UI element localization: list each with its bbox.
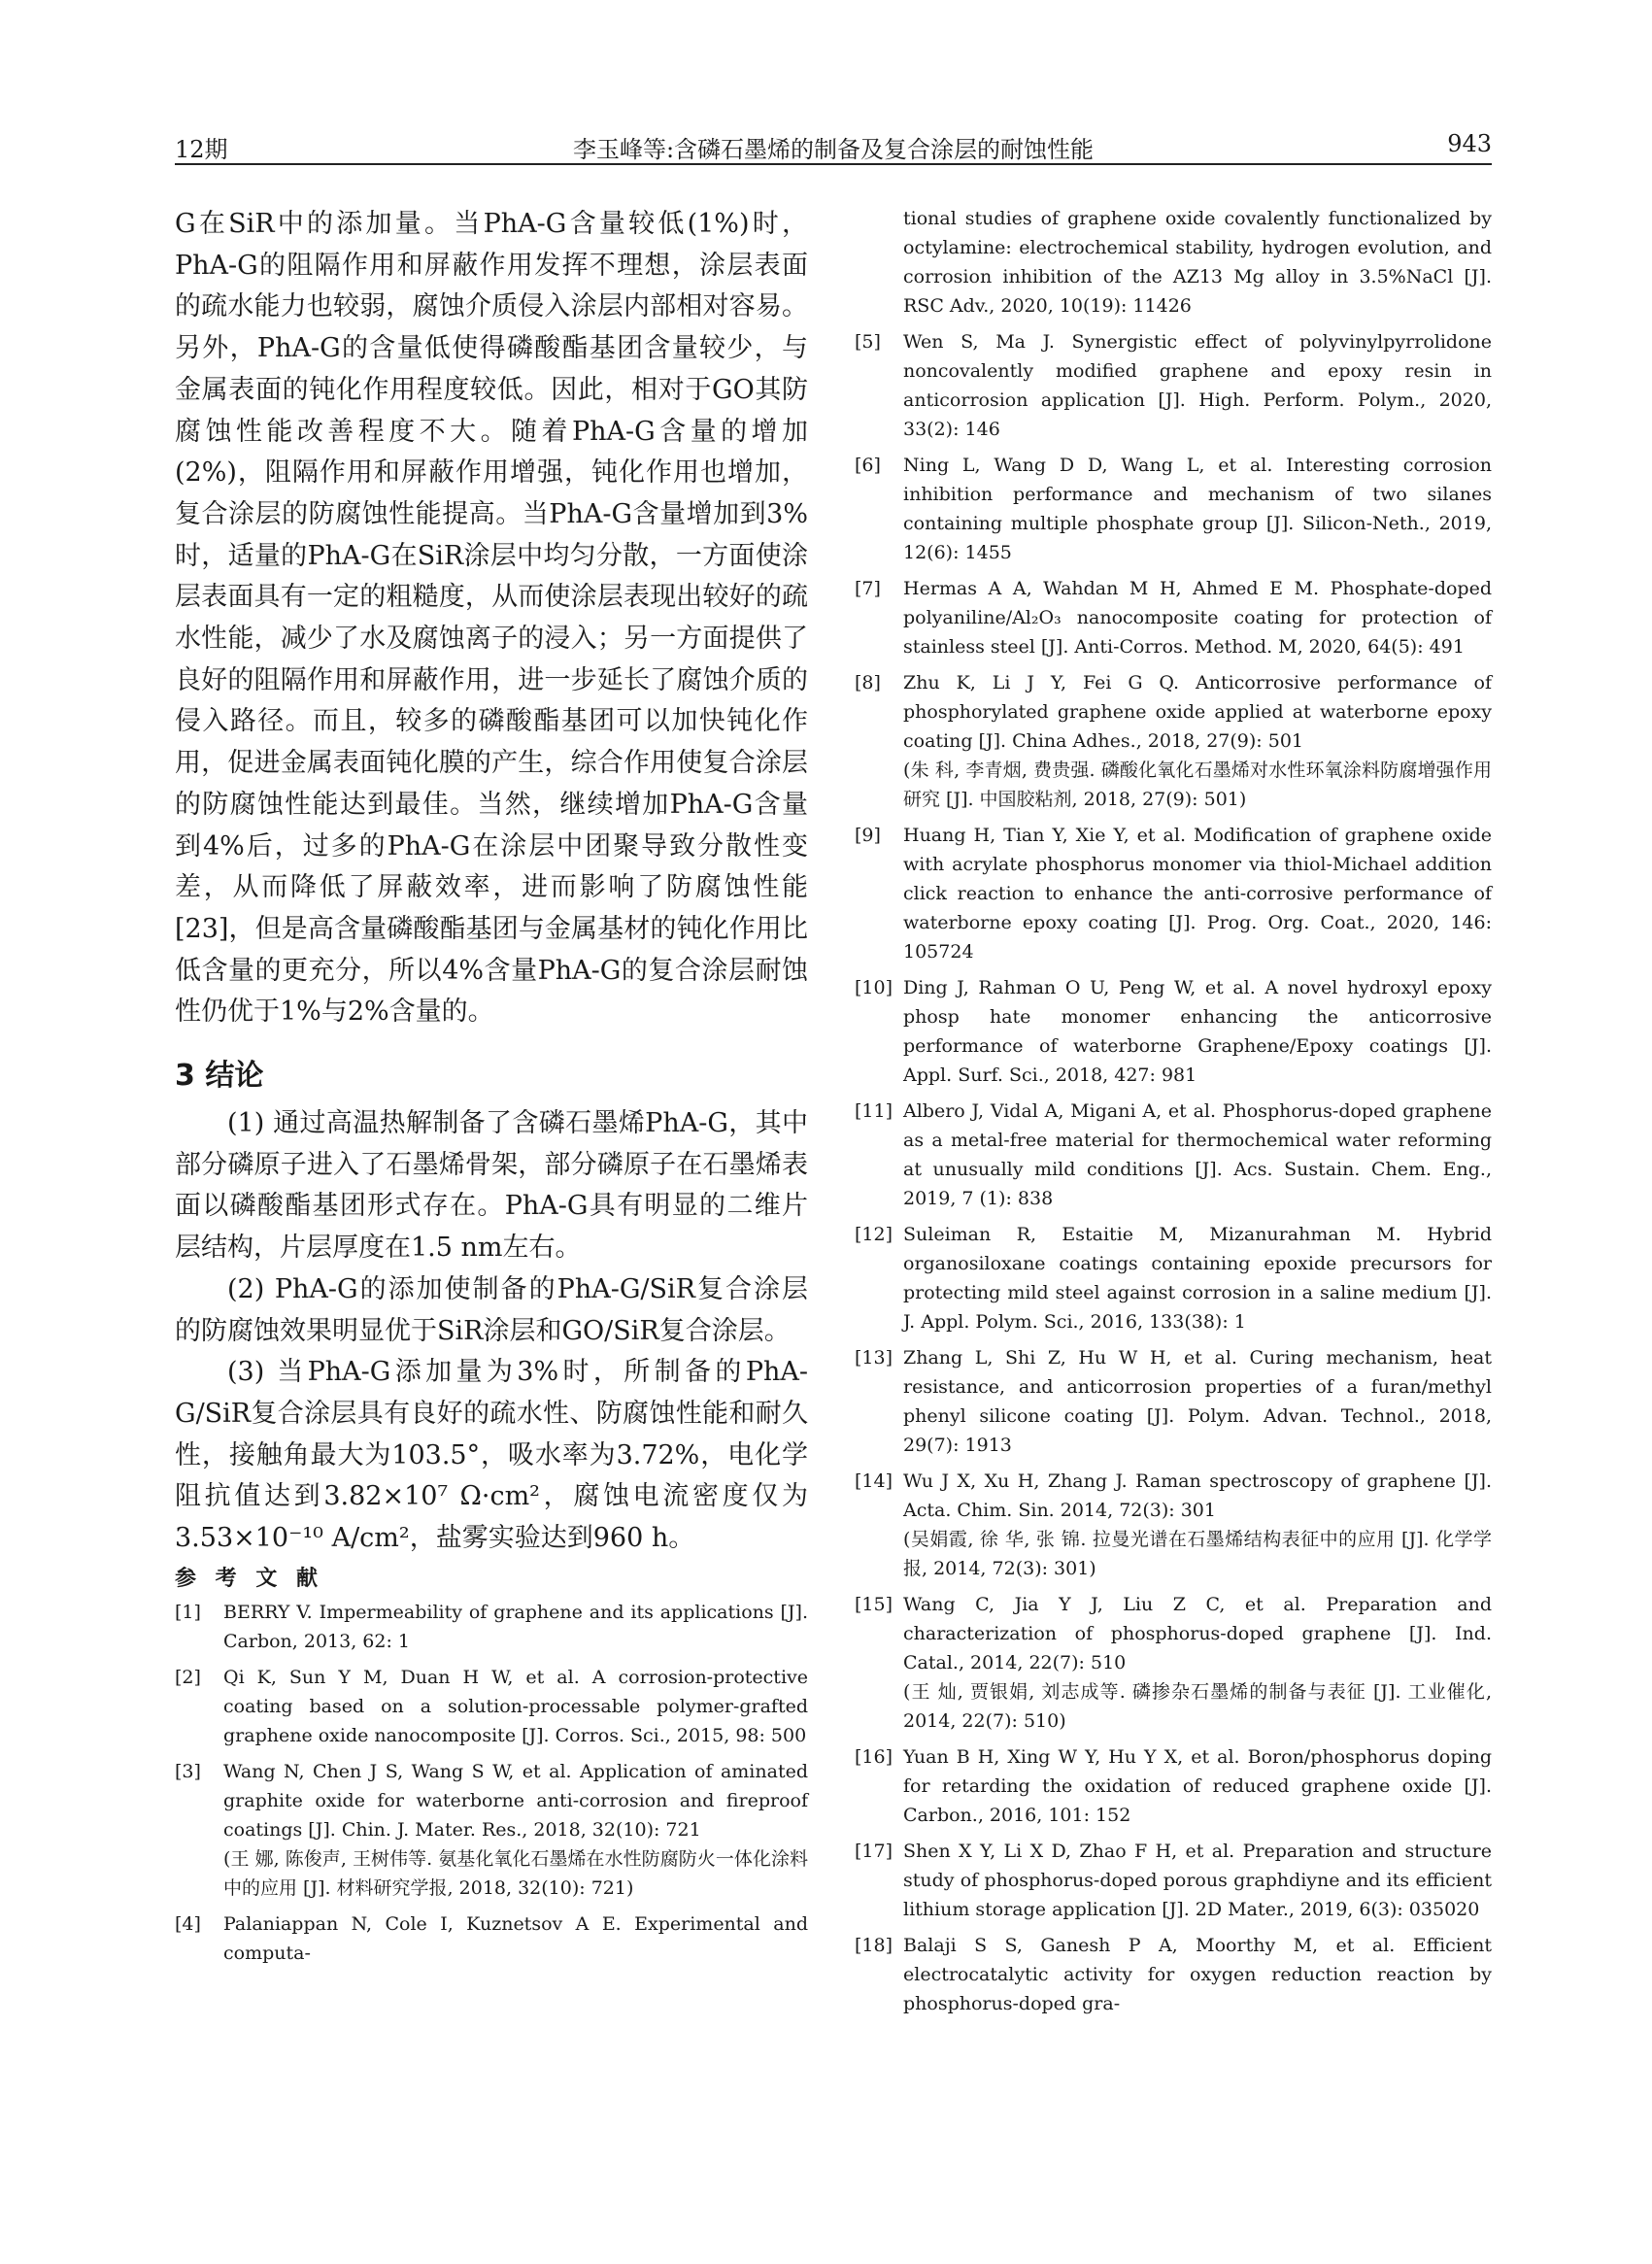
reference-number: [5] — [855, 331, 881, 353]
reference-number: [15] — [855, 1594, 893, 1615]
reference-number: [8] — [855, 672, 881, 693]
reference-text: Zhu K, Li J Y, Fei G Q. Anticorrosive performance of phosphorylated graphene oxide applied at waterborne epoxy coating [J]. China Adhes., 2018, 27(9): 501 — [903, 672, 1492, 752]
reference-text: Zhang L, Shi Z, Hu W H, et al. Curing mechanism, heat resistance, and anticorrosion properties of a furan/methyl phenyl silicone coating [J]. Polym. Advan. Technol., 2018, 29(7): 1913 — [903, 1347, 1492, 1456]
reference-text: Ding J, Rahman O U, Peng W, et al. A novel hydroxyl epoxy phosp hate monomer enhancing the anticorrosive performance of waterborne Graphene/Epoxy coatings [J]. Appl. Surf. Sci., 2018, 427: 981 — [903, 977, 1492, 1086]
reference-number: [6] — [855, 455, 881, 476]
reference-item — [855, 1590, 1492, 1736]
conclusion-2: (2) PhA-G的添加使制备的PhA-G/SiR复合涂层的防腐蚀效果明显优于SiR涂层和GO/SiR复合涂层。 — [175, 1273, 808, 1346]
reference-text: Balaji S S, Ganesh P A, Moorthy M, et al. Efficient electrocatalytic activity for oxygen reduction reaction by phosphorus-doped gra- — [903, 1935, 1492, 2014]
reference-chinese: (吴娟霞, 徐 华, 张 锦. 拉曼光谱在石墨烯结构表征中的应用 [J]. 化学学报, 2014, 72(3): 301) — [903, 1529, 1492, 1579]
running-header — [175, 124, 1492, 165]
reference-text: Qi K, Sun Y M, Duan H W, et al. A corrosion-protective coating based on a solution-processable polymer-grafted graphene oxide nanocomposite [J]. Corros. Sci., 2015, 98: 500 — [223, 1666, 808, 1746]
left-column — [175, 204, 808, 1975]
reference-item — [855, 574, 1492, 661]
reference-text: Ning L, Wang D D, Wang L, et al. Interesting corrosion inhibition performance and mechanism of two silanes containing multiple phosphate group [J]. Silicon-Neth., 2019, 12(6): 1455 — [903, 455, 1492, 563]
section-heading: 3 结论 — [175, 1059, 264, 1094]
reference-item — [855, 821, 1492, 966]
reference-number: [17] — [855, 1841, 893, 1862]
reference-item — [855, 973, 1492, 1090]
reference-item — [175, 1909, 808, 1968]
conclusion-3: (3) 当PhA-G添加量为3%时，所制备的PhA-G/SiR复合涂层具有良好的疏水性、防腐蚀性能和耐久性，接触角最大为103.5°，吸水率为3.72%，电化学阻抗值达到3.82×10⁷ Ω·cm²，腐蚀电流密度仅为3.53×10⁻¹⁰ A/cm²，盐雾实验达到960 h。 — [175, 1357, 808, 1554]
right-column — [855, 204, 1492, 2025]
reference-item — [175, 1598, 808, 1656]
reference-text: Albero J, Vidal A, Migani A, et al. Phosphorus-doped graphene as a metal-free material for thermochemical water reforming at unusually mild conditions [J]. Acs. Sustain. Chem. Eng., 2019, 7 (1): 838 — [903, 1100, 1492, 1209]
reference-item — [855, 1097, 1492, 1213]
reference-item — [855, 1343, 1492, 1460]
reference-number: [13] — [855, 1347, 893, 1369]
reference-text: Shen X Y, Li X D, Zhao F H, et al. Preparation and structure study of phosphorus-doped porous graphdiyne and its efficient lithium storage application [J]. 2D Mater., 2019, 6(3): 035020 — [903, 1841, 1492, 1920]
reference-item — [175, 1757, 808, 1903]
reference-chinese: (王 灿, 贾银娟, 刘志成等. 磷掺杂石墨烯的制备与表征 [J]. 工业催化, 2014, 22(7): 510) — [903, 1681, 1492, 1732]
running-title: 李玉峰等:含磷石墨烯的制备及复合涂层的耐蚀性能 — [572, 136, 1095, 163]
reference-number: [11] — [855, 1100, 893, 1122]
reference-number: [16] — [855, 1746, 893, 1768]
issue-label: 12期 — [175, 136, 228, 163]
reference-text: Wang C, Jia Y J, Liu Z C, et al. Preparation and characterization of phosphorus-doped graphene [J]. Ind. Catal., 2014, 22(7): 510 — [903, 1594, 1492, 1673]
reference-chinese: (朱 科, 李青烟, 费贵强. 磷酸化氧化石墨烯对水性环氧涂料防腐增强作用研究 [J]. 中国胶粘剂, 2018, 27(9): 501) — [903, 760, 1492, 810]
reference-item — [855, 327, 1492, 444]
reference-number: [14] — [855, 1470, 893, 1492]
reference-number: [18] — [855, 1935, 893, 1956]
reference-item — [855, 451, 1492, 567]
reference-number: [7] — [855, 578, 881, 599]
reference-item — [855, 1220, 1492, 1336]
reference-number: [3] — [175, 1760, 201, 1782]
reference-list — [855, 327, 1492, 2018]
reference-number: [9] — [855, 825, 881, 846]
references-title: 参 考 文 献 — [175, 1566, 323, 1591]
reference-text: Wen S, Ma J. Synergistic effect of polyvinylpyrrolidone noncovalently modified graphene and epoxy resin in anticorrosion application [J]. High. Perform. Polym., 2020, 33(2): 146 — [903, 331, 1492, 440]
reference-text: Suleiman R, Estaitie M, Mizanurahman M. Hybrid organosiloxane coatings containing epoxide precursors for protecting mild steel against corrosion in a saline medium [J]. J. Appl. Polym. Sci., 2016, 133(38): 1 — [903, 1224, 1492, 1333]
reference-number: [12] — [855, 1224, 893, 1245]
reference-item — [855, 1467, 1492, 1583]
reference-text: BERRY V. Impermeability of graphene and its applications [J]. Carbon, 2013, 62: 1 — [223, 1601, 808, 1652]
reference-number: [10] — [855, 977, 893, 998]
reference-number: [1] — [175, 1601, 201, 1623]
reference-text: Yuan B H, Xing W Y, Hu Y X, et al. Boron/phosphorus doping for retarding the oxidation of reduced graphene oxide [J]. Carbon., 2016, 101: 152 — [903, 1746, 1492, 1826]
reference-text: Huang H, Tian Y, Xie Y, et al. Modification of graphene oxide with acrylate phosphorus monomer via thiol-Michael addition click reaction to enhance the anti-corrosive performance of waterborne epoxy coating [J]. Prog. Org. Coat., 2020, 146: 105724 — [903, 825, 1492, 963]
reference-item — [855, 1837, 1492, 1924]
reference-text: Wang N, Chen J S, Wang S W, et al. Application of aminated graphite oxide for waterborne anti-corrosion and fireproof coatings [J]. Chin. J. Mater. Res., 2018, 32(10): 721 — [223, 1760, 808, 1841]
reference-list — [175, 1598, 808, 1968]
reference-item — [855, 1742, 1492, 1830]
reference-item — [855, 668, 1492, 814]
conclusion-1: (1) 通过高温热解制备了含磷石墨烯PhA-G，其中部分磷原子进入了石墨烯骨架，部分磷原子在石墨烯表面以磷酸酯基团形式存在。PhA-G具有明显的二维片层结构，片层厚度在1.5 nm左右。 — [175, 1108, 808, 1264]
reference-text: Hermas A A, Wahdan M H, Ahmed E M. Phosphate-doped polyaniline/Al₂O₃ nanocomposite coating for protection of stainless steel [J]. Anti-Corros. Method. M, 2020, 64(5): 491 — [903, 578, 1492, 658]
reference-text: Palaniappan N, Cole I, Kuznetsov A E. Experimental and computa- — [223, 1912, 808, 1964]
reference-continued: tional studies of graphene oxide covalently functionalized by octylamine: electrochemical stability, hydrogen evolution, and corrosion inhibition of the AZ13 Mg alloy in 3.5%NaCl [J]. RSC Adv., 2020, 10(19): 11426 — [903, 208, 1492, 317]
body-paragraph: G在SiR中的添加量。当PhA-G含量较低(1%)时，PhA-G的阻隔作用和屏蔽作用发挥不理想，涂层表面的疏水能力也较弱，腐蚀介质侵入涂层内部相对容易。另外，PhA-G的含量低使得磷酸酯基团含量较少，与金属表面的钝化作用程度较低。因此，相对于GO其防腐蚀性能改善程度不大。随着PhA-G含量的增加(2%)，阻隔作用和屏蔽作用增强，钝化作用也增加，复合涂层的防腐蚀性能提高。当PhA-G含量增加到3%时，适量的PhA-G在SiR涂层中均匀分散，一方面使涂层表面具有一定的粗糙度，从而使涂层表现出较好的疏水性能，减少了水及腐蚀离子的浸入；另一方面提供了良好的阻隔作用和屏蔽作用，进一步延长了腐蚀介质的侵入路径。而且，较多的磷酸酯基团可以加快钝化作用，促进金属表面钝化膜的产生，综合作用使复合涂层的防腐蚀性能达到最佳。当然，继续增加PhA-G含量到4%后，过多的PhA-G在涂层中团聚导致分散性变差，从而降低了屏蔽效率，进而影响了防腐蚀性能[23]，但是高含量磷酸酯基团与金属基材的钝化作用比低含量的更充分，所以4%含量PhA-G的复合涂层耐蚀性仍优于1%与2%含量的。 — [175, 209, 808, 1028]
reference-text: Wu J X, Xu H, Zhang J. Raman spectroscopy of graphene [J]. Acta. Chim. Sin. 2014, 72(3): 301 — [903, 1470, 1492, 1521]
reference-number: [4] — [175, 1912, 201, 1935]
page-number: 943 — [1447, 130, 1492, 157]
reference-chinese: (王 娜, 陈俊声, 王树伟等. 氨基化氧化石墨烯在水性防腐防火一体化涂料中的应用 [J]. 材料研究学报, 2018, 32(10): 721) — [223, 1847, 808, 1899]
reference-number: [2] — [175, 1666, 201, 1688]
reference-item — [855, 1931, 1492, 2018]
reference-item — [175, 1663, 808, 1750]
